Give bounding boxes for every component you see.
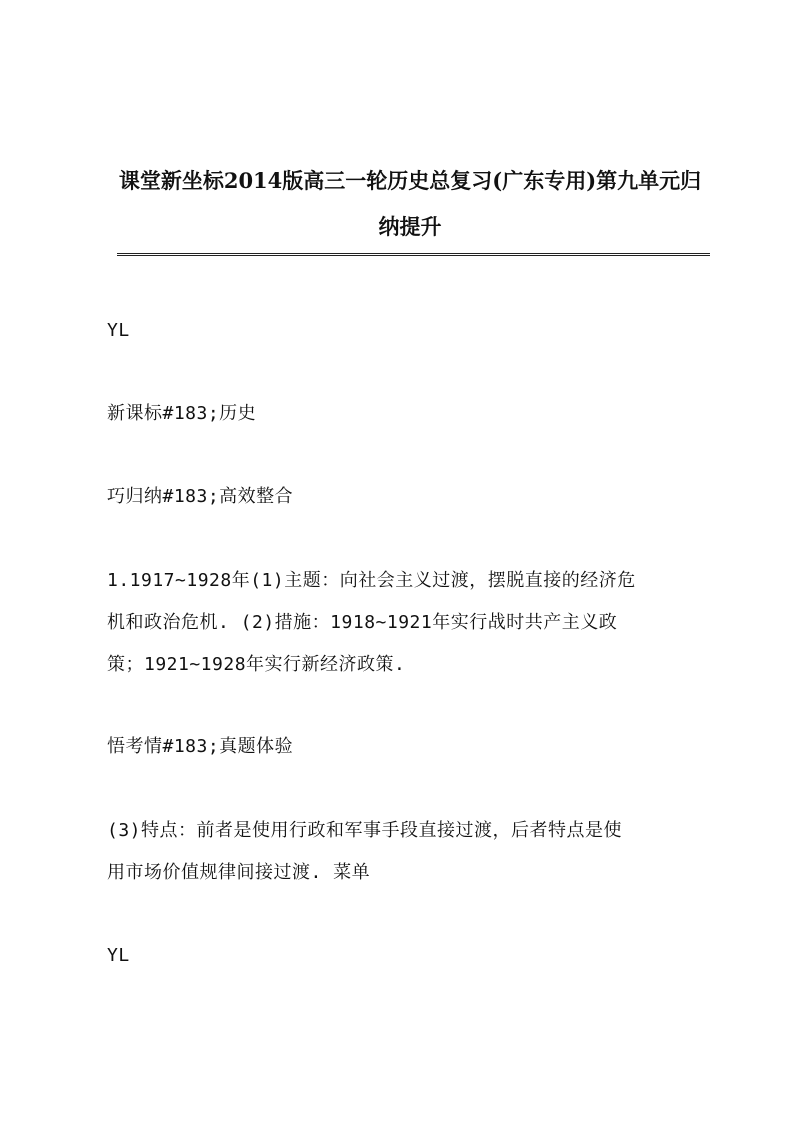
paragraph-line: YL [107,945,130,966]
paragraph-line: (3)特点：前者是使用行政和军事手段直接过渡，后者特点是使 [107,820,623,841]
paragraph-line: 悟考情#183;真题体验 [107,736,294,757]
paragraph-line: 机和政治危机. (2)措施：1918~1921年实行战时共产主义政 [107,612,618,633]
paragraph-exam-heading [107,726,707,768]
paragraph-line: 1.1917~1928年(1)主题：向社会主义过渡，摆脱直接的经济危 [107,570,636,591]
paragraph-footer-yl [107,935,707,977]
paragraph-line: 巧归纳#183;高效整合 [107,486,294,507]
document-title [100,158,720,250]
paragraph-point-1 [107,560,707,686]
paragraph-line: YL [107,320,130,341]
document-title-line-2: 纳提升 [378,214,442,239]
paragraph-line: 用市场价值规律间接过渡. 菜单 [107,862,371,883]
title-divider [117,253,710,256]
paragraph-line: 策；1921~1928年实行新经济政策. [107,654,406,675]
document-title-line-1: 课堂新坐标2014版高三一轮历史总复习(广东专用)第九单元归 [118,168,702,193]
paragraph-header-yl [107,310,707,352]
paragraph-point-3 [107,810,707,894]
paragraph-section-label [107,393,707,435]
paragraph-summary-heading [107,476,707,518]
paragraph-line: 新课标#183;历史 [107,403,257,424]
